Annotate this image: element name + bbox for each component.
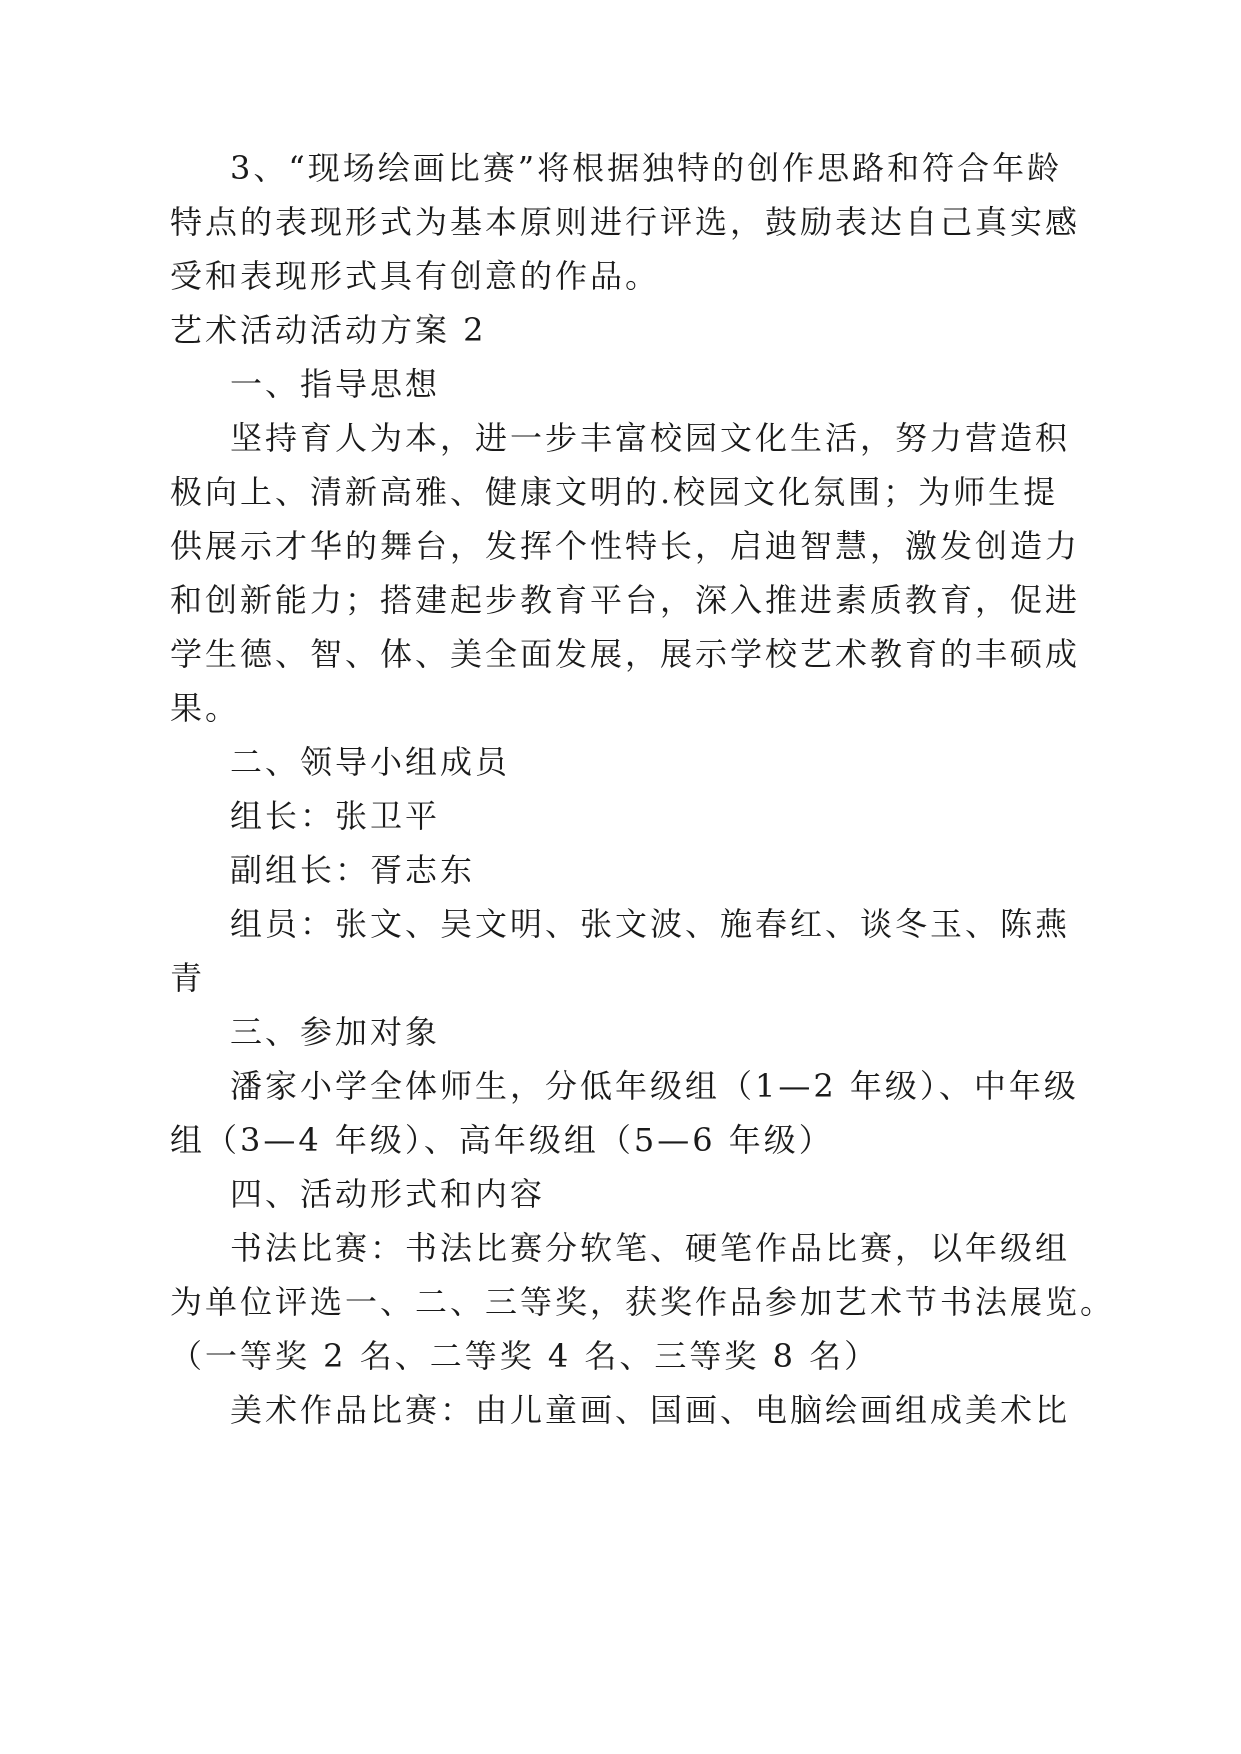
text-line: 组（3—4 年级）、高年级组（5—6 年级） bbox=[170, 1121, 834, 1159]
section-heading: 一、指导思想 bbox=[230, 365, 441, 403]
text-line: 特点的表现形式为基本原则进行评选，鼓励表达自己真实感 bbox=[170, 203, 1081, 241]
text-line: 为单位评选一、二、三等奖，获奖作品参加艺术节书法展览。 bbox=[170, 1283, 1116, 1321]
text-line: （一等奖 2 名、二等奖 4 名、三等奖 8 名） bbox=[170, 1337, 880, 1375]
text-line: 潘家小学全体师生，分低年级组（1—2 年级）、中年级 bbox=[230, 1067, 1079, 1105]
text-line: 供展示才华的舞台，发挥个性特长，启迪智慧，激发创造力 bbox=[170, 527, 1081, 565]
section-heading: 艺术活动活动方案 2 bbox=[170, 311, 487, 349]
text-line: 受和表现形式具有创意的作品。 bbox=[170, 257, 661, 295]
section-heading: 二、领导小组成员 bbox=[230, 743, 511, 781]
text-line: 学生德、智、体、美全面发展，展示学校艺术教育的丰硕成 bbox=[170, 635, 1081, 673]
text-line: 书法比赛：书法比赛分软笔、硬笔作品比赛，以年级组 bbox=[230, 1229, 1071, 1267]
text-line: 坚持育人为本，进一步丰富校园文化生活，努力营造积 bbox=[230, 419, 1071, 457]
text-line: 果。 bbox=[170, 689, 241, 727]
text-line: 副组长：胥志东 bbox=[230, 851, 476, 889]
text-line: 极向上、清新高雅、健康文明的.校园文化氛围；为师生提 bbox=[170, 473, 1059, 511]
text-line: 组长：张卫平 bbox=[230, 797, 441, 835]
text-line: 青 bbox=[170, 959, 206, 997]
section-heading: 四、活动形式和内容 bbox=[230, 1175, 546, 1213]
text-line: 组员：张文、吴文明、张文波、施春红、谈冬玉、陈燕 bbox=[230, 905, 1071, 943]
section-heading: 三、参加对象 bbox=[230, 1013, 441, 1051]
text-line: 3、“现场绘画比赛”将根据独特的创作思路和符合年龄 bbox=[230, 149, 1063, 187]
text-line: 和创新能力；搭建起步教育平台，深入推进素质教育，促进 bbox=[170, 581, 1081, 619]
text-line: 美术作品比赛：由儿童画、国画、电脑绘画组成美术比 bbox=[230, 1391, 1071, 1429]
